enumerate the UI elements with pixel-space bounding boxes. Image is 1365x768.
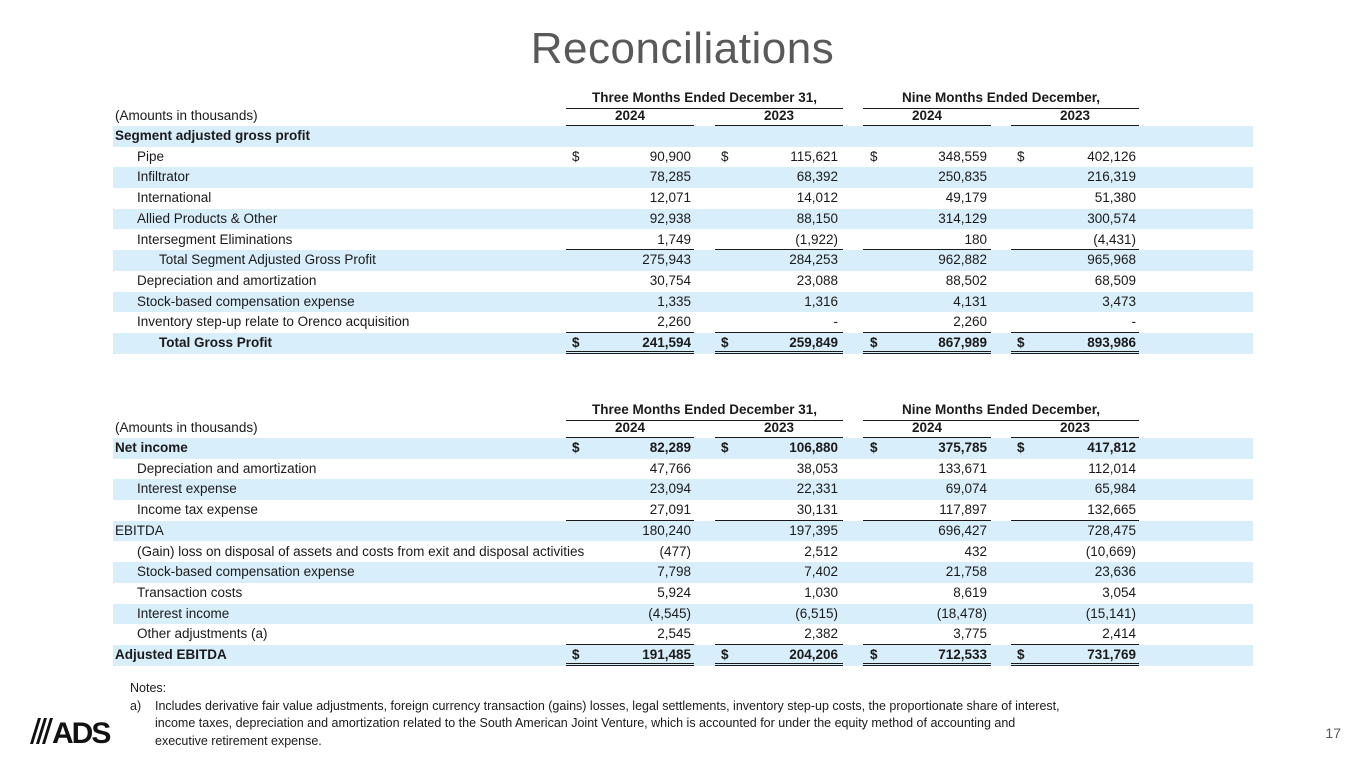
- table-row: [113, 521, 1253, 542]
- currency-symbol: $: [1017, 647, 1025, 662]
- row-label: International: [137, 190, 212, 206]
- table-row: [113, 209, 1253, 230]
- total-rule: [863, 624, 991, 645]
- table-row: [113, 147, 1253, 168]
- header-three-months: Three Months Ended December 31,: [566, 88, 843, 109]
- row-label: Interest expense: [137, 481, 237, 497]
- total-rule: [863, 312, 991, 333]
- total-rule: [715, 333, 843, 354]
- value-cell: 69,074: [945, 481, 987, 497]
- value-cell: 2,545: [657, 626, 691, 642]
- total-rule: [566, 624, 694, 645]
- row-label: Net income: [115, 440, 188, 455]
- currency-symbol: $: [1017, 440, 1025, 455]
- value-cell: (4,431): [1093, 231, 1136, 247]
- total-rule: [1011, 230, 1139, 251]
- value-cell: 300,574: [1087, 210, 1136, 226]
- value-cell: 250,835: [938, 169, 987, 185]
- header-row: [113, 418, 1253, 439]
- row-label: Segment adjusted gross profit: [115, 128, 311, 143]
- table-row: [113, 583, 1253, 604]
- header-nine-months: Nine Months Ended December,: [863, 400, 1139, 421]
- currency-symbol: $: [1017, 148, 1025, 164]
- total-rule: [863, 230, 991, 251]
- page-title: Reconciliations: [530, 24, 835, 73]
- value-cell: 731,769: [1087, 647, 1136, 662]
- table-row: [113, 188, 1253, 209]
- table-row: [113, 292, 1253, 313]
- notes: [130, 680, 1115, 750]
- value-cell: 216,319: [1087, 169, 1136, 185]
- value-cell: 962,882: [938, 252, 987, 268]
- value-cell: 30,754: [649, 272, 691, 288]
- value-cell: 867,989: [938, 335, 987, 350]
- value-cell: 132,665: [1087, 502, 1136, 518]
- value-cell: 68,509: [1094, 272, 1136, 288]
- year-header: 2024: [566, 106, 694, 126]
- total-rule: [566, 312, 694, 333]
- year-header: 2023: [715, 418, 843, 438]
- total-rule: [863, 500, 991, 521]
- value-cell: 47,766: [649, 460, 691, 476]
- value-cell: 1,316: [804, 293, 838, 309]
- table-row: [113, 604, 1253, 625]
- value-cell: 417,812: [1087, 440, 1136, 455]
- value-cell: 2,414: [1102, 626, 1136, 642]
- value-cell: 65,984: [1094, 481, 1136, 497]
- row-label: Adjusted EBITDA: [115, 647, 227, 662]
- total-rule: [715, 645, 843, 666]
- notes-heading: Notes:: [130, 681, 167, 695]
- currency-symbol: $: [870, 647, 878, 662]
- value-cell: 1,030: [804, 584, 838, 600]
- value-cell: 180,240: [642, 522, 691, 538]
- note-text-line: executive retirement expense.: [155, 733, 322, 748]
- table-row: [113, 333, 1253, 354]
- value-cell: 402,126: [1087, 148, 1136, 164]
- value-cell: 2,260: [657, 314, 691, 330]
- header-three-months: Three Months Ended December 31,: [566, 400, 843, 421]
- year-header: 2023: [1011, 106, 1139, 126]
- ads-logo-icon: [30, 714, 120, 748]
- row-label: Stock-based compensation expense: [137, 564, 355, 580]
- total-rule: [1011, 500, 1139, 521]
- value-cell: 90,900: [649, 148, 691, 164]
- page-number: 17: [1325, 725, 1341, 741]
- currency-symbol: $: [572, 647, 580, 662]
- value-cell: 284,253: [789, 252, 838, 268]
- table-row: [113, 312, 1253, 333]
- total-rule: [1011, 312, 1139, 333]
- value-cell: 1,749: [657, 231, 691, 247]
- value-cell: 3,473: [1102, 293, 1136, 309]
- value-cell: 241,594: [642, 335, 691, 350]
- total-rule: [1011, 333, 1139, 354]
- row-label: Inventory step-up relate to Orenco acquisition: [137, 314, 410, 330]
- value-cell: 2,260: [953, 314, 987, 330]
- table-row: [113, 250, 1253, 271]
- row-label: Income tax expense: [137, 502, 258, 518]
- value-cell: 197,395: [789, 522, 838, 538]
- value-cell: 117,897: [939, 502, 987, 518]
- row-label: Total Gross Profit: [159, 335, 273, 350]
- value-cell: 893,986: [1087, 335, 1136, 350]
- currency-symbol: $: [572, 440, 580, 455]
- total-rule: [566, 645, 694, 666]
- value-cell: 180: [964, 231, 987, 247]
- row-label: (Gain) loss on disposal of assets and costs from exit and disposal activities: [137, 543, 585, 559]
- header-row: [113, 106, 1253, 127]
- currency-symbol: $: [721, 335, 729, 350]
- total-rule: [566, 230, 694, 251]
- currency-symbol: $: [721, 148, 729, 164]
- total-rule: [863, 645, 991, 666]
- row-label: Depreciation and amortization: [137, 460, 317, 476]
- value-cell: (4,545): [648, 605, 691, 621]
- table-row: [113, 624, 1253, 645]
- value-cell: 712,533: [938, 647, 987, 662]
- value-cell: 38,053: [796, 460, 838, 476]
- row-label: Infiltrator: [137, 169, 190, 185]
- total-rule: [715, 230, 843, 251]
- currency-symbol: $: [721, 647, 729, 662]
- value-cell: 27,091: [649, 502, 691, 518]
- table-row: [113, 500, 1253, 521]
- value-cell: 23,094: [649, 481, 691, 497]
- value-cell: 259,849: [789, 335, 838, 350]
- row-label: Pipe: [137, 148, 165, 164]
- value-cell: 2,382: [804, 626, 838, 642]
- value-cell: (477): [659, 543, 691, 559]
- value-cell: 82,289: [649, 440, 691, 455]
- value-cell: 728,475: [1087, 522, 1136, 538]
- ads-logo: [30, 714, 120, 748]
- year-header: 2024: [863, 106, 991, 126]
- total-rule: [863, 333, 991, 354]
- currency-symbol: $: [870, 148, 878, 164]
- value-cell: (6,515): [795, 605, 838, 621]
- year-header: 2024: [566, 418, 694, 438]
- year-header: 2023: [1011, 418, 1139, 438]
- value-cell: 314,129: [938, 210, 987, 226]
- currency-symbol: $: [1017, 335, 1025, 350]
- note-text-line: income taxes, depreciation and amortization related to the South American Joint Venture, which is accounted for under the equity method of accounting and: [155, 716, 1016, 730]
- currency-symbol: $: [572, 148, 580, 164]
- value-cell: 78,285: [649, 169, 691, 185]
- value-cell: 8,619: [953, 584, 987, 600]
- currency-symbol: $: [721, 440, 729, 455]
- value-cell: -: [1131, 314, 1136, 330]
- value-cell: 49,179: [945, 190, 987, 206]
- value-cell: 7,798: [657, 564, 691, 580]
- row-label: EBITDA: [115, 522, 164, 538]
- row-label: Allied Products & Other: [137, 210, 278, 226]
- value-cell: 5,924: [657, 584, 691, 600]
- value-cell: 4,131: [953, 293, 987, 309]
- value-cell: 22,331: [796, 481, 838, 497]
- note-text: [155, 698, 1115, 751]
- value-cell: 23,088: [796, 272, 838, 288]
- row-label: Interest income: [137, 605, 230, 621]
- value-cell: 275,943: [642, 252, 691, 268]
- value-cell: (18,478): [936, 605, 987, 621]
- value-cell: 375,785: [938, 440, 987, 455]
- value-cell: 12,071: [649, 190, 691, 206]
- row-label: Stock-based compensation expense: [137, 293, 355, 309]
- value-cell: -: [833, 314, 838, 330]
- value-cell: 133,671: [938, 460, 987, 476]
- currency-symbol: $: [870, 440, 878, 455]
- value-cell: 106,880: [789, 440, 838, 455]
- value-cell: 88,502: [945, 272, 987, 288]
- year-header: 2024: [863, 418, 991, 438]
- row-label: Transaction costs: [137, 584, 243, 600]
- value-cell: 2,512: [804, 543, 838, 559]
- value-cell: 51,380: [1094, 190, 1136, 206]
- value-cell: 7,402: [804, 564, 838, 580]
- currency-symbol: $: [870, 335, 878, 350]
- logo-text: ADS: [52, 717, 110, 748]
- amounts-label: (Amounts in thousands): [115, 420, 258, 435]
- year-header: 2023: [715, 106, 843, 126]
- value-cell: 115,621: [790, 148, 838, 164]
- row-label: Other adjustments (a): [137, 626, 268, 642]
- value-cell: 68,392: [796, 169, 838, 185]
- value-cell: 92,938: [649, 210, 691, 226]
- table-row: [113, 479, 1253, 500]
- value-cell: 191,485: [642, 647, 691, 662]
- table-row: [113, 126, 1253, 147]
- row-label: Total Segment Adjusted Gross Profit: [159, 252, 376, 268]
- table-row: [113, 438, 1253, 459]
- total-rule: [566, 333, 694, 354]
- header-nine-months: Nine Months Ended December,: [863, 88, 1139, 109]
- value-cell: 23,636: [1094, 564, 1136, 580]
- table-row: [113, 645, 1253, 666]
- value-cell: 432: [964, 543, 987, 559]
- table-row: [113, 542, 1253, 563]
- value-cell: 88,150: [796, 210, 838, 226]
- amounts-label: (Amounts in thousands): [115, 108, 258, 123]
- total-rule: [715, 500, 843, 521]
- total-rule: [1011, 624, 1139, 645]
- value-cell: 965,968: [1087, 252, 1136, 268]
- value-cell: 348,559: [938, 148, 987, 164]
- value-cell: 21,758: [945, 564, 987, 580]
- currency-symbol: $: [572, 335, 580, 350]
- value-cell: 112,014: [1088, 460, 1136, 476]
- table-row: [113, 167, 1253, 188]
- note-item: [130, 698, 1115, 751]
- value-cell: 14,012: [796, 190, 838, 206]
- value-cell: 3,054: [1102, 584, 1136, 600]
- value-cell: 30,131: [796, 502, 838, 518]
- row-label: Intersegment Eliminations: [137, 231, 293, 247]
- value-cell: (10,669): [1085, 543, 1136, 559]
- row-label: Depreciation and amortization: [137, 272, 317, 288]
- table-row: [113, 562, 1253, 583]
- table-row: [113, 271, 1253, 292]
- note-mark: a): [130, 698, 142, 713]
- table-row: [113, 230, 1253, 251]
- value-cell: 696,427: [938, 522, 987, 538]
- value-cell: (15,141): [1085, 605, 1136, 621]
- total-rule: [566, 500, 694, 521]
- total-rule: [1011, 645, 1139, 666]
- value-cell: 1,335: [657, 293, 691, 309]
- note-text-line: Includes derivative fair value adjustments, foreign currency transaction (gains) losses, legal settlements, inventory step-up costs, the proportionate share of interest,: [155, 698, 1060, 713]
- value-cell: 204,206: [789, 647, 838, 662]
- total-rule: [715, 312, 843, 333]
- total-rule: [715, 624, 843, 645]
- value-cell: (1,922): [795, 231, 838, 247]
- value-cell: 3,775: [953, 626, 987, 642]
- table-row: [113, 459, 1253, 480]
